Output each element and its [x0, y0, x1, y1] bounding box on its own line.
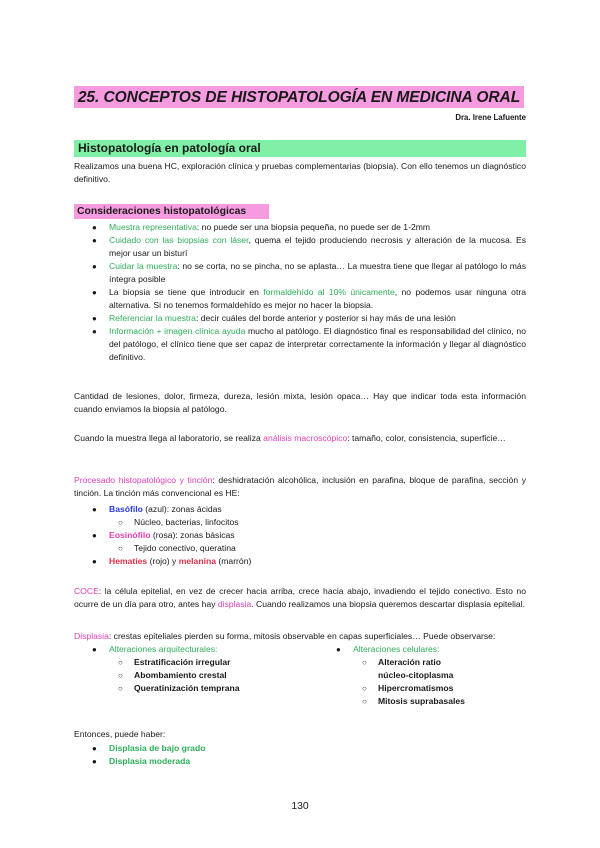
item-text: Estratificación irregular	[134, 657, 231, 667]
title-band	[74, 86, 524, 108]
item-text: Abombamiento crestal	[134, 670, 227, 680]
bullet-icon: ●	[92, 288, 97, 297]
bullet-icon: ●	[92, 757, 97, 766]
paragraph-text: : crestas epiteliales pierden su forma, mitosis observable en capas superficiales… Puede observarse:	[108, 631, 496, 641]
highlight-text: Hematíes	[109, 556, 148, 566]
highlight-text: formaldehído al 10% únicamente	[263, 287, 395, 297]
list-item	[74, 260, 526, 286]
circle-bullet-icon: ○	[362, 658, 367, 667]
item-text: : no puede ser una biopsia pequeña, no puede ser de 1-2mm	[196, 222, 431, 232]
item-text: : decir cuáles del borde anterior y posterior si hay más de una lesión	[195, 313, 456, 323]
bullet-icon: ●	[92, 645, 97, 654]
section-heading-text: Consideraciones histopatológicas	[77, 206, 247, 217]
sub-list-item	[318, 682, 518, 695]
circle-bullet-icon: ○	[362, 684, 367, 693]
item-text: La biopsia se tiene que introducir en	[109, 287, 264, 297]
list-item	[74, 325, 526, 364]
section-heading-text: Histopatología en patología oral	[78, 141, 261, 155]
paragraph-text: . Cuando realizamos una biopsia queremos descartar displasia epitelial.	[251, 599, 525, 609]
bullet-icon: ●	[92, 744, 97, 753]
author: Dra. Irene Lafuente	[455, 113, 526, 122]
sub-list-item	[74, 542, 526, 555]
item-text: mucho al patólogo. El diagnóstico final es responsabilidad del clínico, no del patólogo, el clínico tiene que ser capaz de interpretar correctamente la información y llegar al diagnóstico definitivo.	[109, 326, 526, 362]
highlight-text: Procesado histopatológico y tinción	[74, 475, 213, 485]
list-item	[74, 555, 526, 568]
bullet-icon: ●	[92, 262, 97, 271]
highlight-text: Displasia	[74, 631, 109, 641]
item-text: , no podemos usar ninguna otra alternativa. Si no tenemos formaldehído es mejor no hacer la biopsia.	[109, 287, 526, 310]
intro-paragraph: Realizamos una buena HC, exploración clínica y pruebas complementarias (biopsia). Con ello tenemos un diagnóstico definitivo.	[74, 161, 526, 184]
highlight-text: displasia	[217, 599, 252, 609]
bullet-icon: ●	[92, 531, 97, 540]
bullet-icon: ●	[92, 223, 97, 232]
item-text: (marrón)	[216, 556, 252, 566]
item-text: Alteración ratio núcleo-citoplasma	[378, 657, 454, 680]
item-text: (azul): zonas ácidas	[142, 504, 222, 514]
bullet-icon: ●	[92, 327, 97, 336]
considerations-list	[74, 221, 526, 364]
highlight-text: Basófilo	[109, 504, 143, 514]
bullet-icon: ●	[92, 557, 97, 566]
item-text: Queratinización temprana	[134, 683, 240, 693]
highlight-text: Muestra representativa	[109, 222, 197, 232]
section-heading-consideraciones	[74, 204, 269, 219]
highlight-text: Información + imagen clínica ayuda	[109, 326, 246, 336]
item-text: , quema el tejido produciendo necrosis y alteración de la mucosa. Es mejor usar un bisturí	[109, 235, 526, 258]
list-item	[74, 286, 526, 312]
item-text: (rosa): zonas básicas	[150, 530, 235, 540]
sub-list-item	[74, 682, 304, 695]
list-item	[74, 503, 526, 516]
item-text: Núcleo, bacterias, linfocitos	[134, 517, 239, 527]
item-text: (rojo) y	[147, 556, 179, 566]
laboratorio-paragraph	[74, 432, 526, 445]
highlight-text: análisis macroscópico	[263, 433, 348, 443]
sub-list-item	[318, 656, 518, 682]
page-title: 25. CONCEPTOS DE HISTOPATOLOGÍA EN MEDICINA ORAL	[77, 88, 521, 106]
paragraph-text: : tamaño, color, consistencia, superficie…	[347, 433, 506, 443]
circle-bullet-icon: ○	[118, 658, 123, 667]
list-item	[318, 643, 518, 656]
architectural-alterations-list	[74, 643, 304, 695]
highlight-text: COCE	[74, 586, 99, 596]
sub-list-item	[74, 516, 526, 529]
highlight-text: Displasia de bajo grado	[109, 743, 206, 753]
sub-list-item	[74, 669, 304, 682]
highlight-text: Displasia moderada	[109, 756, 191, 766]
circle-bullet-icon: ○	[118, 518, 123, 527]
highlight-text: Alteraciones celulares:	[353, 644, 440, 654]
highlight-text: Cuidar la muestra	[109, 261, 178, 271]
cantidad-paragraph: Cantidad de lesiones, dolor, firmeza, dureza, lesión mixta, lesión opaca… Hay que indicar toda esta información cuando enviamos la biopsia al patólogo.	[74, 391, 526, 414]
entonces-paragraph: Entonces, puede haber:	[74, 729, 166, 739]
cellular-alterations-list	[318, 643, 518, 708]
paragraph-text: : deshidratación alcohólica, inclusión en parafina, bloque de parafina, sección y tinción. La tinción más convencional es HE:	[74, 475, 527, 498]
circle-bullet-icon: ○	[118, 544, 123, 553]
circle-bullet-icon: ○	[118, 671, 123, 680]
procesado-paragraph	[74, 474, 526, 500]
list-item	[74, 312, 526, 325]
bullet-icon: ●	[92, 505, 97, 514]
page-number: 130	[291, 801, 309, 812]
highlight-text: Eosinófilo	[109, 530, 151, 540]
paragraph-text: : la célula epitelial, en vez de crecer hacia arriba, crece hacia abajo, invadiendo el tejido conectivo. Esto no ocurre de un día para otro, antes hay	[74, 586, 526, 609]
list-item	[74, 755, 526, 768]
circle-bullet-icon: ○	[118, 684, 123, 693]
item-text: Hipercromatismos	[378, 683, 454, 693]
paragraph-text: Cuando la muestra llega al laboratorio, se realiza	[74, 433, 264, 443]
coce-paragraph	[74, 585, 526, 611]
bullet-icon: ●	[336, 645, 341, 654]
item-text: Tejido conectivo, queratina	[134, 543, 236, 553]
list-item	[74, 643, 304, 656]
displasia-paragraph	[74, 630, 526, 643]
circle-bullet-icon: ○	[362, 697, 367, 706]
bullet-icon: ●	[92, 236, 97, 245]
stain-list	[74, 503, 526, 568]
list-item	[74, 234, 526, 260]
highlight-text: Alteraciones arquitecturales:	[109, 644, 218, 654]
list-item	[74, 742, 526, 755]
dysplasia-grades-list	[74, 742, 526, 768]
highlight-text: melanina	[178, 556, 216, 566]
sub-list-item	[318, 695, 518, 708]
list-item	[74, 529, 526, 542]
highlight-text: Cuidado con las biopsias con láser	[109, 235, 249, 245]
highlight-text: Referenciar la muestra	[109, 313, 196, 323]
item-text: Mitosis suprabasales	[378, 696, 465, 706]
list-item	[74, 221, 526, 234]
section-heading-histopatologia	[74, 140, 526, 157]
item-text: : no se corta, no se pincha, no se aplasta… La muestra tiene que llegar al patólogo lo más íntegra posible	[109, 261, 526, 284]
bullet-icon: ●	[92, 314, 97, 323]
sub-list-item	[74, 656, 304, 669]
